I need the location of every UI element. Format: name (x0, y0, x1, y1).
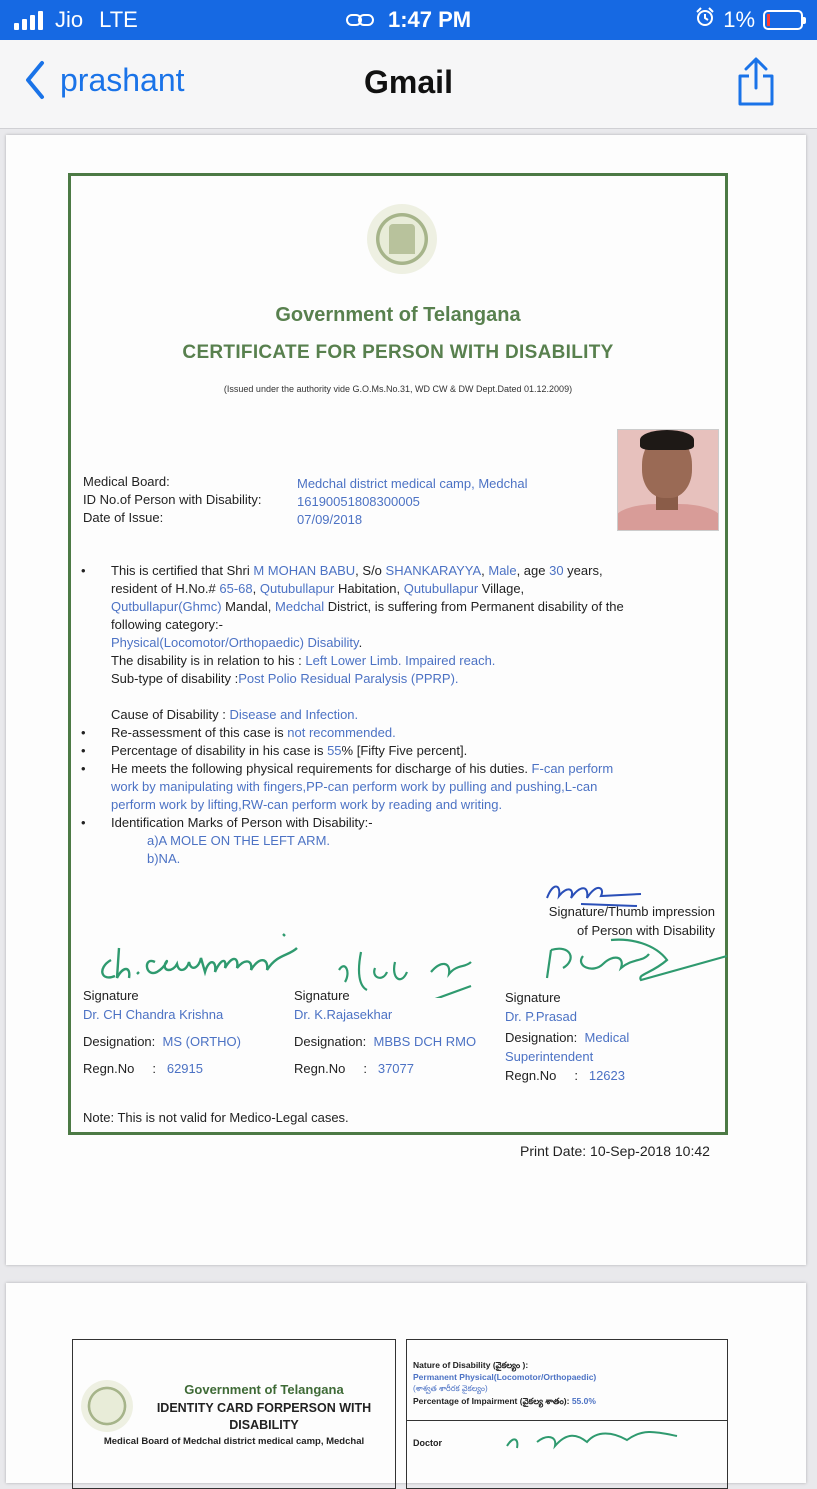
divider (407, 1420, 727, 1421)
text: Cause of Disability : (111, 707, 230, 722)
requirement-text: work by manipulating with fingers,PP-can perform work by pulling and pushing,L-can (111, 779, 598, 794)
designation-value: MBBS DCH RMO (373, 1034, 477, 1049)
id-card-title-2: DISABILITY (229, 1418, 299, 1432)
id-card-board: Medical Board of Medchal district medical camp, Medchal (103, 1436, 365, 1447)
government-title: Government of Telangana (275, 304, 521, 326)
text: . (358, 635, 363, 650)
text: Village, (478, 581, 525, 596)
text: , (481, 563, 489, 578)
doctor-1-block (83, 986, 241, 1078)
signature-label: Signature (294, 988, 350, 1003)
text: following category:- (111, 617, 223, 632)
impairment-line (413, 1396, 596, 1409)
back-label: prashant (60, 61, 185, 98)
house-number: 65-68 (219, 581, 253, 596)
status-right (695, 7, 803, 33)
disability-relation: Left Lower Limb. Impaired reach. (305, 653, 496, 668)
colon: : (574, 1068, 578, 1083)
age: 30 (549, 563, 564, 578)
text: This is certified that Shri (111, 563, 254, 578)
regn-value: 62915 (166, 1061, 203, 1076)
signature-label: Signature (83, 988, 139, 1003)
colon: : (152, 1061, 156, 1076)
id-card-front (72, 1339, 396, 1489)
signature-label: Signature (505, 990, 561, 1005)
identification-marks: • Identification Marks of Person with Disability:- a)A MOLE ON THE LEFT ARM. b)NA. (81, 815, 373, 866)
designation-label: Designation: (294, 1034, 367, 1049)
mandal: Qutbullapur(Ghmc) (111, 599, 222, 614)
impairment-value: 55.0% (571, 1396, 596, 1406)
text: Percentage of disability in his case is (111, 743, 328, 758)
disability-subtype: Post Polio Residual Paralysis (PPRP). (238, 671, 459, 686)
impairment-label: Percentage of Impairment (వైకల్య శాతం): (413, 1396, 570, 1406)
text: Signature/Thumb impression (548, 904, 715, 919)
reassessment-value: not recommended. (287, 725, 396, 740)
medical-board-label: Medical Board: (83, 474, 170, 489)
disability-cause: Disease and Infection. (229, 707, 359, 722)
certificate-title: CERTIFICATE FOR PERSON WITH DISABILITY (182, 342, 614, 363)
gender: Male (488, 563, 517, 578)
text: Identification Marks of Person with Disability:- (111, 815, 373, 830)
mark-a: a)A MOLE ON THE LEFT ARM. (147, 833, 331, 848)
telangana-seal-logo (81, 1380, 133, 1432)
telangana-seal-logo (367, 204, 437, 274)
nature-sub: (శాశ్వత శారీరక వైకల్యం) (413, 1384, 488, 1393)
habitation: Qutubullapur (259, 581, 335, 596)
share-icon[interactable] (735, 56, 777, 108)
text: Mandal, (221, 599, 276, 614)
text: , age (516, 563, 550, 578)
text: The disability is in relation to his : (111, 653, 306, 668)
text: resident of H.No.# (111, 581, 220, 596)
doctor-3-signature (541, 930, 731, 990)
reassessment-line: • Re-assessment of this case is not recommended. (81, 725, 396, 740)
id-card-page (6, 1283, 806, 1483)
doctor-2-block (294, 986, 476, 1078)
designation-value: Medical (584, 1030, 630, 1045)
medical-board-value: Medchal district medical camp, Medchal (297, 476, 528, 491)
regn-label: Regn.No (505, 1068, 557, 1083)
battery-percent: 1% (723, 7, 755, 32)
doctor-name: Dr. K.Rajasekhar (294, 1007, 393, 1022)
certification-paragraph: • This is certified that Shri M MOHAN BABU, S/o SHANKARAYYA, Male, age 30 years, resident of H.No.# 65-68, Qutubullapur Habitation, Qutubullapur Village, Qutbullapur(Ghmc) Mandal, Medchal District, is suffering from Permanent disability of the following category:- Physical(Locomotor/Orthopaedic) Disability. The disability is in relation to his : Left Lower Limb. Impaired reach. Sub-type of disability :Post Polio Residual Paralysis (PPRP). Cause of Disability : Disease and Infection. (81, 563, 624, 722)
doctor-signature (497, 1422, 697, 1452)
requirement-text: F-can perform (531, 761, 614, 776)
nature-value: Permanent Physical(Locomotor/Orthopaedic) (413, 1372, 597, 1382)
text: District, is suffering from Permanent disability of the (324, 599, 624, 614)
doctor-3-block (505, 988, 629, 1085)
text: of Person with Disability (577, 923, 715, 938)
status-time: 1:47 PM (387, 7, 472, 32)
link-icon (346, 8, 374, 34)
date-value: 07/09/2018 (297, 512, 363, 527)
percentage-line: • Percentage of disability in his case is 55% [Fifty Five percent]. (81, 743, 468, 758)
text: , (252, 581, 260, 596)
requirement-text: perform work by lifting,RW-can perform work by reading and writing. (111, 797, 503, 812)
id-value: 16190051808300005 (297, 494, 420, 509)
alarm-icon (695, 7, 715, 33)
text: Re-assessment of this case is (111, 725, 288, 740)
designation-label: Designation: (505, 1030, 578, 1045)
text: Habitation, (334, 581, 404, 596)
certificate-body (81, 562, 707, 868)
text: , S/o (355, 563, 386, 578)
carrier-label: Jio (55, 7, 84, 32)
network-label: LTE (99, 7, 138, 32)
date-label: Date of Issue: (83, 510, 164, 525)
percentage-value: 55 (327, 743, 342, 758)
status-bar (0, 0, 817, 40)
doctor-1-signature (93, 928, 333, 984)
designation-value: MS (ORTHO) (162, 1034, 241, 1049)
regn-value: 37077 (377, 1061, 414, 1076)
nav-bar (0, 40, 817, 129)
id-card-title-1: IDENTITY CARD FORPERSON WITH (156, 1401, 372, 1415)
designation-label: Designation: (83, 1034, 156, 1049)
certificate-frame (68, 173, 728, 1135)
mark-b: b)NA. (147, 851, 181, 866)
medico-legal-note: Note: This is not valid for Medico-Legal cases. (83, 1110, 349, 1125)
doctor-label: Doctor (413, 1438, 442, 1448)
doctor-name: Dr. P.Prasad (505, 1009, 578, 1024)
id-card-gov: Government of Telangana (184, 1382, 344, 1397)
issued-authority: (Issued under the authority vide G.O.Ms.No.31, WD CW & DW Dept.Dated 01.12.2009) (223, 384, 573, 394)
person-name: M MOHAN BABU (253, 563, 356, 578)
certificate-page (6, 135, 806, 1265)
text: Sub-type of disability : (111, 671, 239, 686)
requirements-line: • He meets the following physical requirements for discharge of his duties. F-can perform work by manipulating with fingers,PP-can perform work by pulling and pushing,L-can perform work by lifting,RW-can perform work by reading and writing. (81, 761, 614, 812)
battery-icon (763, 10, 803, 30)
person-photo (617, 429, 719, 531)
regn-label: Regn.No (83, 1061, 135, 1076)
doctor-name: Dr. CH Chandra Krishna (83, 1007, 224, 1022)
regn-value: 12623 (588, 1068, 625, 1083)
colon: : (363, 1061, 367, 1076)
id-card-back (406, 1339, 728, 1489)
father-name: SHANKARAYYA (385, 563, 482, 578)
designation-value-2: Superintendent (505, 1049, 594, 1064)
text: years, (563, 563, 603, 578)
regn-label: Regn.No (294, 1061, 346, 1076)
print-date: Print Date: 10-Sep-2018 10:42 (520, 1143, 710, 1159)
nav-title: Gmail (364, 64, 453, 100)
text: He meets the following physical requirements for discharge of his duties. (111, 761, 532, 776)
district: Medchal (275, 599, 325, 614)
nature-label: Nature of Disability (వైకల్యం ): (413, 1360, 529, 1370)
disability-category: Physical(Locomotor/Orthopaedic) Disability (111, 635, 359, 650)
id-label: ID No.of Person with Disability: (83, 492, 262, 507)
text: % [Fifty Five percent]. (341, 743, 468, 758)
village: Qutubullapur (403, 581, 479, 596)
